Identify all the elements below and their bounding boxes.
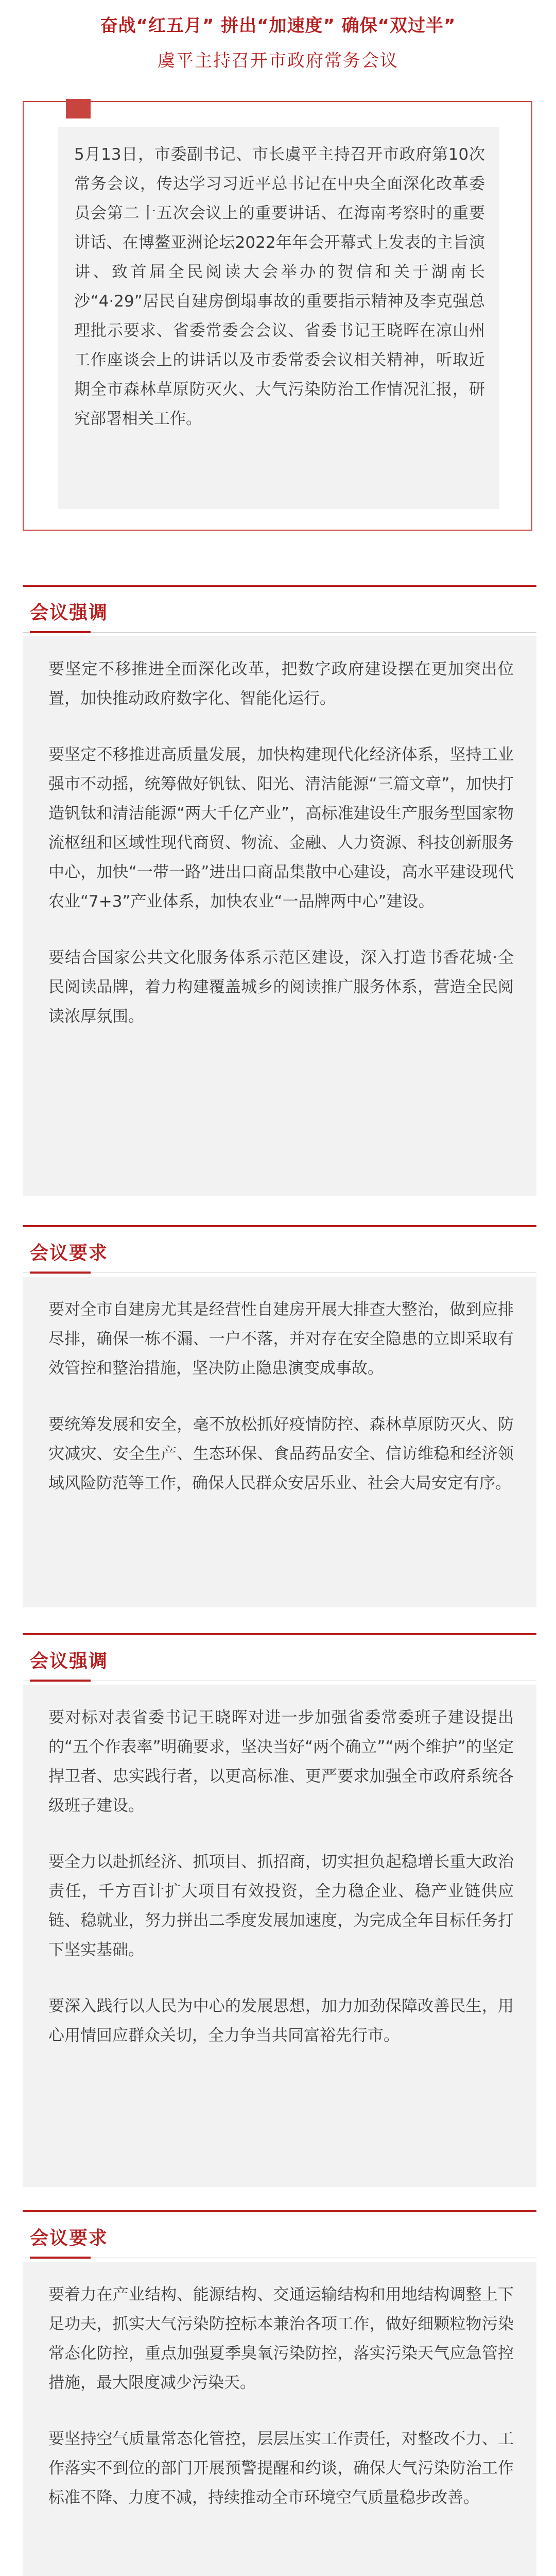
- section-title-underline: [30, 2257, 91, 2259]
- section-title-underline: [30, 1680, 91, 1682]
- section-body: [23, 636, 536, 1196]
- section-meeting-requirement-1: [23, 1225, 536, 1607]
- section-title: 会议强调: [30, 1651, 109, 1672]
- intro-decor-tab: [66, 99, 91, 118]
- section-paragraph: 要坚定不移推进全面深化改革，把数字政府建设摆在更加突出位置，加快推动政府数字化、智能化运行。: [48, 660, 514, 708]
- section-body: [23, 1277, 536, 1607]
- section-header: [23, 1633, 536, 1685]
- section-body: [23, 2262, 536, 2576]
- section-paragraph: 要深入践行以人民为中心的发展思想，加力加劲保障改善民生，用心用情回应群众关切，全力争当共同富裕先行市。: [48, 1997, 514, 2045]
- section-paragraph: 要对标对表省委书记王晓晖对进一步加强省委常委班子建设提出的“五个作表率”明确要求，坚决当好“两个确立”“两个维护”的坚定捍卫者、忠实践行者，以更高标准、更严要求加强全市政府系统各级班子建设。: [48, 1708, 514, 1815]
- section-paragraph: 要坚定不移推进高质量发展，加快构建现代化经济体系，坚持工业强市不动摇，统筹做好钒钛、阳光、清洁能源“三篇文章”，加快打造钒钛和清洁能源“两大千亿产业”，高标准建设生产服务型国家物流枢纽和区域性现代商贸、物流、金融、人力资源、科技创新服务中心，加快“一带一路”进出口商品集散中心建设，高水平建设现代农业“7+3”产业体系，加快农业“一品牌两中心”建设。: [48, 745, 514, 911]
- subheadline: 虞平主持召开市政府常务会议: [158, 50, 398, 71]
- section-header: [23, 2210, 536, 2262]
- section-paragraph: 要全力以赴抓经济、抓项目、抓招商，切实担负起稳增长重大政治责任，千方百计扩大项目有效投资，全力稳企业、稳产业链供应链、稳就业，努力拼出二季度发展加速度，为完成全年目标任务打下坚实基础。: [48, 1853, 514, 1959]
- section-paragraph: 要对全市自建房尤其是经营性自建房开展大排查大整治，做到应排尽排，确保一栋不漏、一户不落，并对存在安全隐患的立即采取有效管控和整治措施，坚决防止隐患演变成事故。: [48, 1300, 514, 1378]
- section-paragraph: 要坚持空气质量常态化管控，层层压实工作责任，对整改不力、工作落实不到位的部门开展预警提醒和约谈，确保大气污染防治工作标准不降、力度不减，持续推动全市环境空气质量稳步改善。: [48, 2430, 514, 2507]
- intro-box: [23, 101, 532, 531]
- section-title: 会议强调: [30, 602, 109, 623]
- headline: 奋战“红五月” 拼出“加速度” 确保“双过半”: [100, 15, 456, 36]
- section-divider: [23, 632, 536, 633]
- section-paragraph: 要着力在产业结构、能源结构、交通运输结构和用地结构调整上下足功夫，抓实大气污染防控标本兼治各项工作，做好细颗粒物污染常态化防控，重点加强夏季臭氧污染防控，落实污染天气应急管控措施，最大限度减少污染天。: [48, 2285, 514, 2392]
- section-title: 会议要求: [30, 2228, 109, 2249]
- section-meeting-requirement-2: [23, 2210, 536, 2576]
- intro-text: 5月13日，市委副书记、市长虞平主持召开市政府第10次常务会议，传达学习习近平总书记在中央全面深化改革委员会第二十五次会议上的重要讲话、在海南考察时的重要讲话、在博鳌亚洲论坛2022年年会开幕式上发表的主旨演讲、致首届全民阅读大会举办的贺信和关于湖南长沙“4·29”居民自建房倒塌事故的重要指示精神及李克强总理批示要求、省委常委会会议、省委书记王晓晖在凉山州工作座谈会上的讲话以及市委常委会议相关精神，听取近期全市森林草原防灭火、大气污染防治工作情况汇报，研究部署相关工作。: [58, 127, 499, 509]
- section-header: [23, 1225, 536, 1277]
- section-title-underline: [30, 631, 91, 633]
- section-title: 会议要求: [30, 1243, 109, 1264]
- section-meeting-emphasis-2: [23, 1633, 536, 2187]
- section-title-underline: [30, 1272, 91, 1274]
- section-paragraph: 要统筹发展和安全，毫不放松抓好疫情防控、森林草原防灭火、防灾减灾、安全生产、生态环保、食品药品安全、信访维稳和经济领域风险防范等工作，确保人民群众安居乐业、社会大局安定有序。: [48, 1415, 514, 1493]
- section-paragraph: 要结合国家公共文化服务体系示范区建设，深入打造书香花城·全民阅读品牌，着力构建覆盖城乡的阅读推广服务体系，营造全民阅读浓厚氛围。: [48, 948, 514, 1026]
- section-body: [23, 1685, 536, 2187]
- section-meeting-emphasis-1: [23, 585, 536, 1196]
- section-header: [23, 585, 536, 636]
